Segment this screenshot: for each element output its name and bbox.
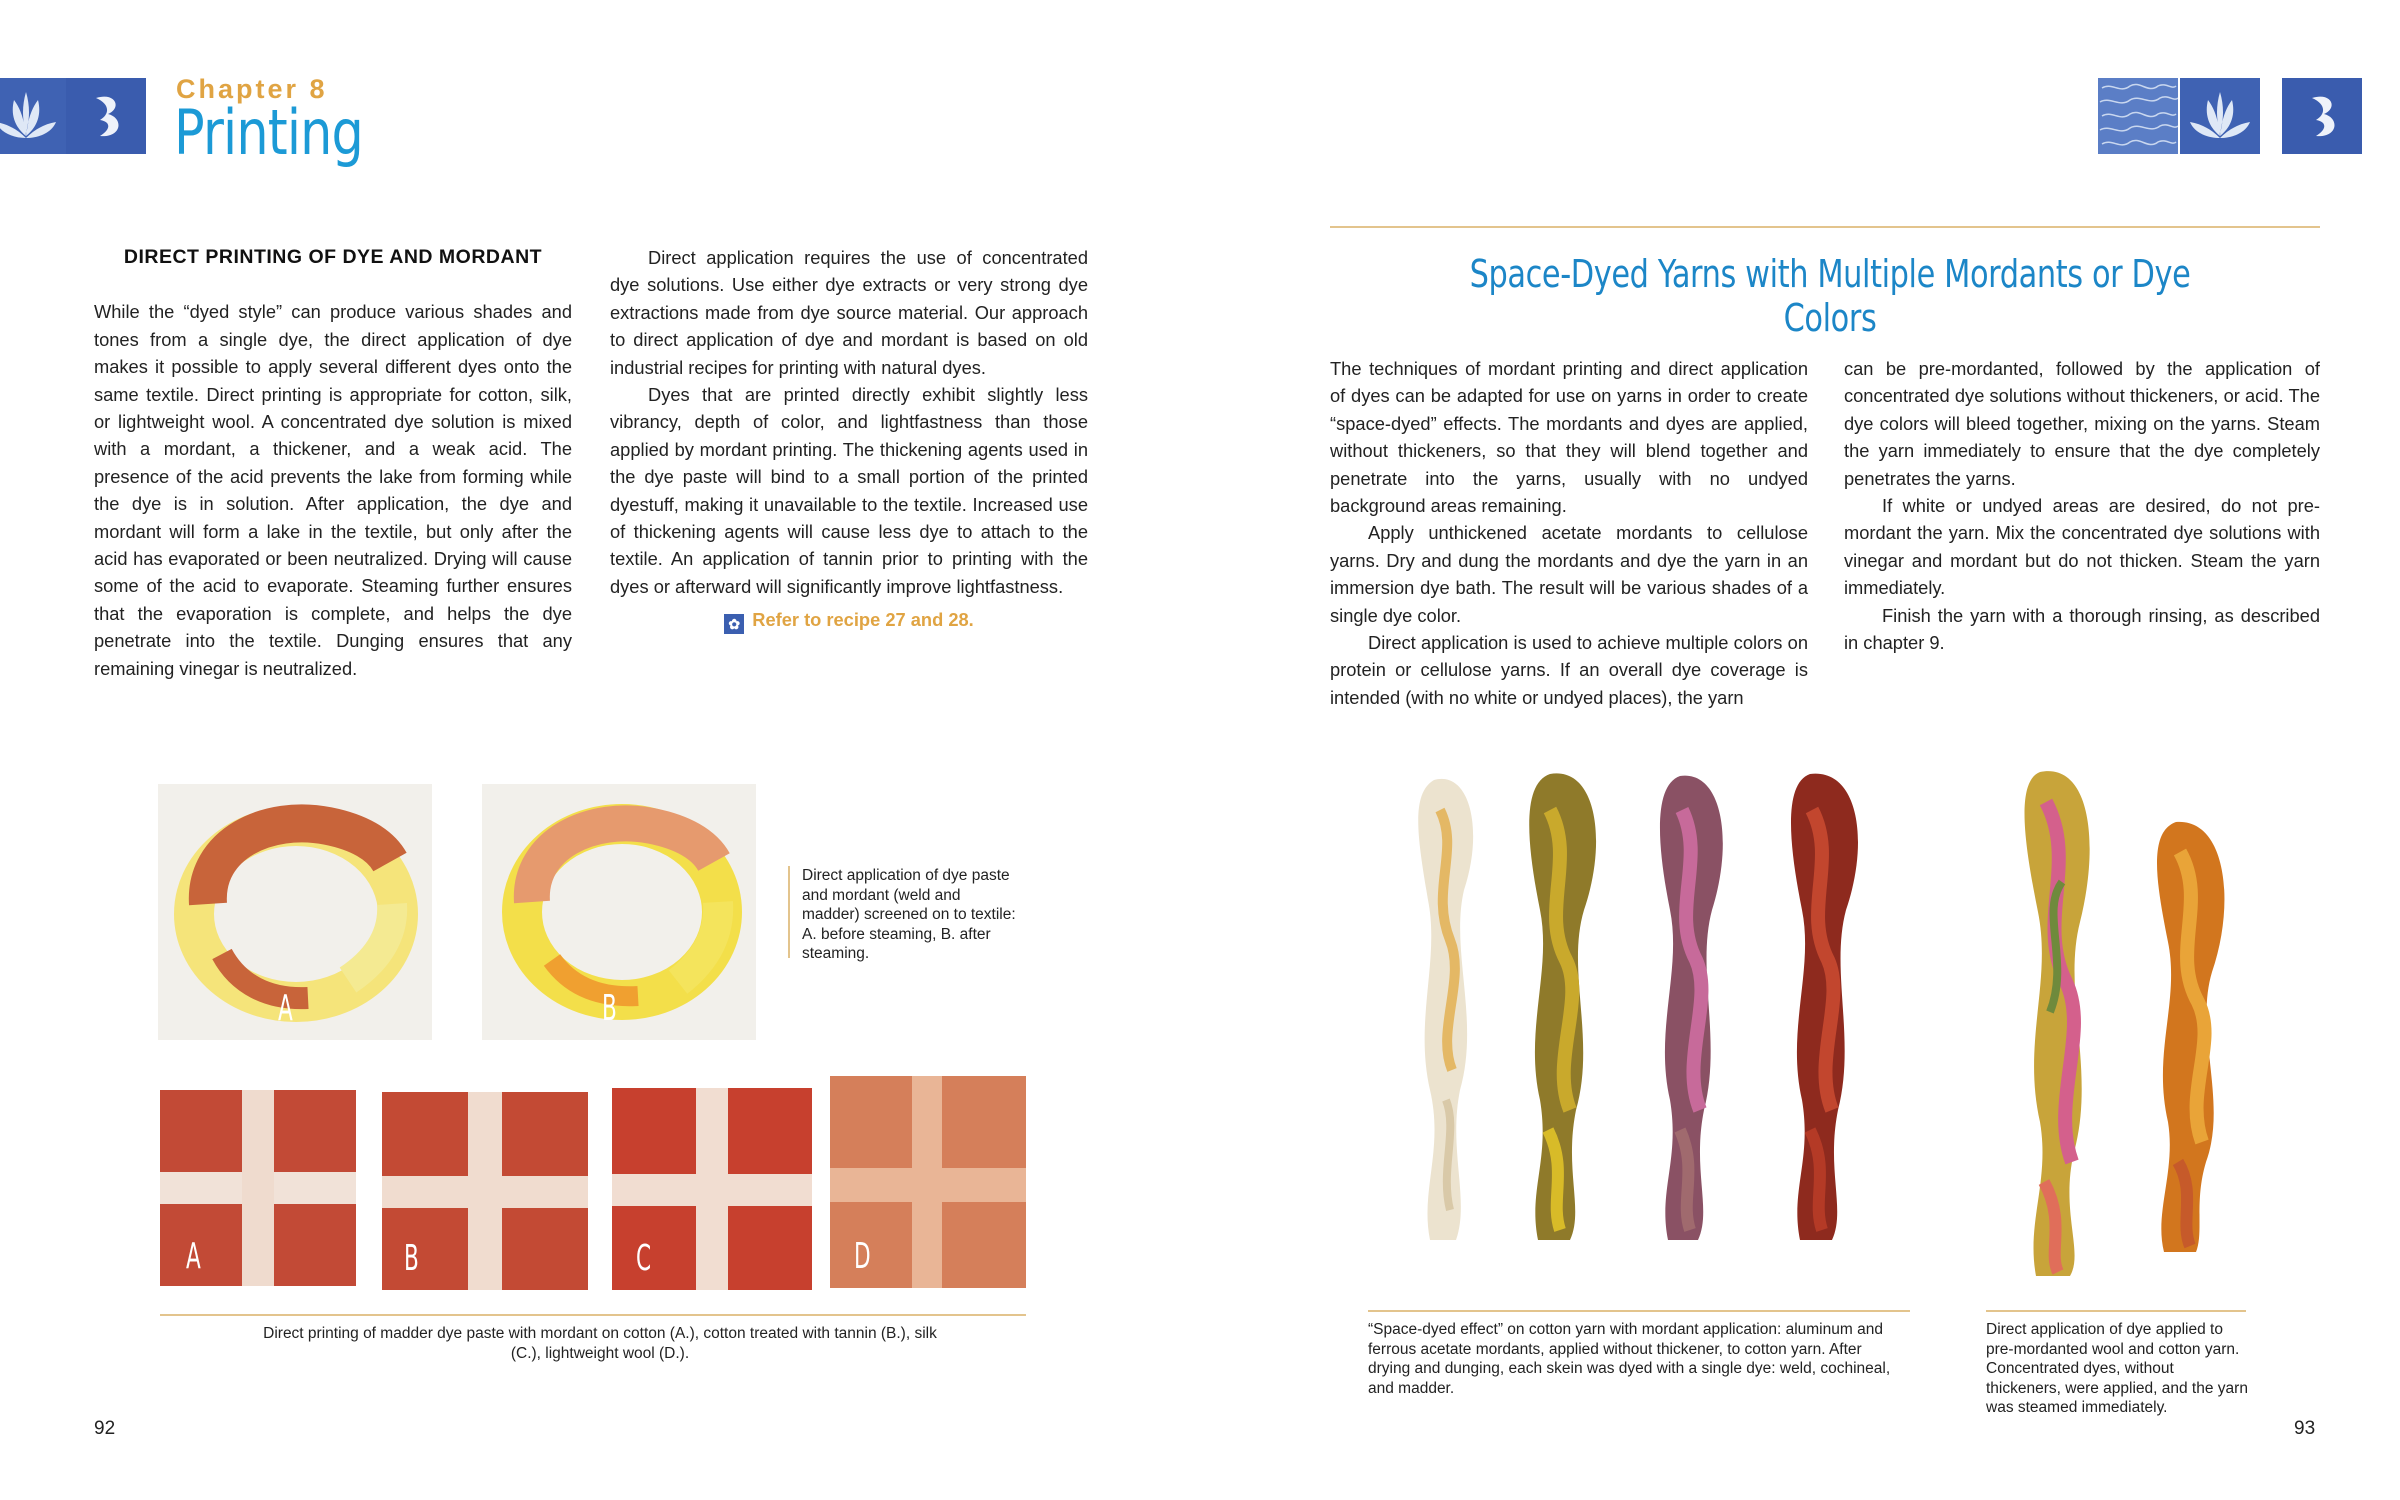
recipe-reference[interactable] (610, 606, 1088, 634)
caption-yarn-mordant: “Space-dyed effect” on cotton yarn with mordant application: aluminum and ferrous acetate mordants, applied without thickener, to cotton yarn. After drying and dunging, each skein was dyed with a single dye: weld, cochineal, and madder. (1368, 1321, 1891, 1397)
pattern-tile-icon (2098, 78, 2178, 154)
left-col2-paragraph-2: Dyes that are printed directly exhibit slightly less vibrancy, depth of color, and lightfastness than those applied by mordant printing. The thickening agents used in the dye paste will bind to a small portion of the printed dyestuff, making it unavailable to the textile. Increased use of thickening agents will cause less dye to attach to the textile. An application of tannin prior to printing with the dyes or afterward will significantly improve lightfastness. (610, 384, 1088, 597)
section-heading: DIRECT PRINTING OF DYE AND MORDANT (123, 246, 543, 268)
right-column-2 (1844, 355, 2320, 656)
recipe-reference-text: Refer to recipe 27 and 28. (752, 609, 974, 631)
caption-top-swatches: Direct application of dye paste and mordant (weld and madder) screened on to textile: A. before steaming, B. after steaming. (802, 867, 1016, 962)
chapter-label: Chapter 8 (176, 74, 328, 104)
swatch-label-d: D (854, 1236, 871, 1277)
chapter-title: Printing (174, 96, 364, 169)
yarn-skeins-mordant-photo (1400, 770, 1920, 1250)
yarn-caption-rule-right (1986, 1310, 2246, 1312)
swatch-wool (830, 1076, 1026, 1288)
caption-bottom-swatches: Direct printing of madder dye paste with mordant on cotton (A.), cotton treated with tannin (B.), silk (C.), lightweight wool (D.). (263, 1325, 937, 1362)
swatch-before-steaming (158, 784, 432, 1040)
swatch-label-a: A (278, 988, 293, 1029)
yarn-premordanted-photo (2000, 762, 2260, 1282)
right-col1-paragraph-1: The techniques of mordant printing and direct application of dyes can be adapted for use on yarns in order to create “space-dyed” effects. The mordants and dyes are applied, without thickeners, so that they will blend together and penetrate into the yarns, usually with no undyed background areas remaining. (1330, 358, 1808, 517)
right-col1-paragraph-2: Apply unthickened acetate mordants to cellulose yarns. Dry and dung the mordants and dye the yarn in an immersion dye bath. The result will be various shades of a single dye color. (1330, 522, 1808, 626)
left-column-1 (94, 244, 572, 682)
caption-rule-top (788, 866, 790, 958)
right-col2-paragraph-2: If white or undyed areas are desired, do not pre-mordant the yarn. Mix the concentrated dye solutions with vinegar and mordant but do not thicken. Steam the yarn immediately. (1844, 495, 2320, 599)
caption-rule-bottom (160, 1314, 1026, 1316)
right-col2-paragraph-3: Finish the yarn with a thorough rinsing, as described in chapter 9. (1844, 604, 2320, 654)
swatch-cotton-tannin (382, 1092, 588, 1290)
swirl-tile-icon (66, 78, 146, 154)
swatch-label-c: C (636, 1238, 652, 1279)
swatch-label-b2: B (404, 1238, 419, 1279)
title-rule (1330, 226, 2320, 228)
right-page-title: Space-Dyed Yarns with Multiple Mordants or Dye Colors (1469, 252, 2191, 340)
swatch-cotton (160, 1090, 356, 1286)
right-col2-paragraph-1: can be pre-mordanted, followed by the application of concentrated dye solutions without thickeners, or acid. The dye colors will bleed together, mixing on the yarns. Steam the yarn immediately to ensure that the dye completely penetrates the yarns. (1844, 358, 2320, 489)
lotus-tile-icon (0, 78, 66, 154)
page-number-right: 93 (2294, 1418, 2316, 1439)
swatch-after-steaming (482, 784, 756, 1040)
left-col1-paragraph: While the “dyed style” can produce various shades and tones from a single dye, the direct application of dye makes it possible to apply several different dyes onto the same textile. Direct printing is appropriate for cotton, silk, or lightweight wool. A concentrated dye solution is mixed with a mordant, a thickener, and a weak acid. The presence of the acid prevents the lake from forming while the dye is in solution. After application, the dye and mordant will form a lake in the textile, but only after the acid has evaporated or been neutralized. Drying will cause some of the acid to evaporate. Steaming further ensures that the evaporation is complete, and helps the dye penetrate into the textile. Dunging ensures that any remaining vinegar is neutralized. (94, 301, 572, 679)
lotus-tile-icon-right (2180, 78, 2260, 154)
page-number-left: 92 (94, 1418, 116, 1439)
swirl-tile-icon-right (2282, 78, 2362, 154)
swatch-label-a2: A (186, 1236, 201, 1277)
swatch-label-b: B (602, 988, 617, 1029)
right-column-1 (1330, 355, 1808, 711)
left-column-2 (610, 244, 1088, 634)
caption-yarn-premordanted: Direct application of dye applied to pre-mordanted wool and cotton yarn. Concentrated dyes, without thickeners, were applied, and the yarn was steamed immediately. (1986, 1321, 2248, 1416)
recipe-icon: ✿ (724, 614, 744, 634)
swatch-silk (612, 1088, 812, 1290)
yarn-caption-rule-left (1368, 1310, 1910, 1312)
right-col1-paragraph-3: Direct application is used to achieve multiple colors on protein or cellulose yarns. If an overall dye coverage is intended (with no white or undyed places), the yarn (1330, 632, 1808, 708)
left-col2-paragraph-1: Direct application requires the use of concentrated dye solutions. Use either dye extracts or very strong dye extractions made from dye source material. Our approach to direct application of dye and mordant is based on old industrial recipes for printing with natural dyes. (610, 247, 1088, 378)
